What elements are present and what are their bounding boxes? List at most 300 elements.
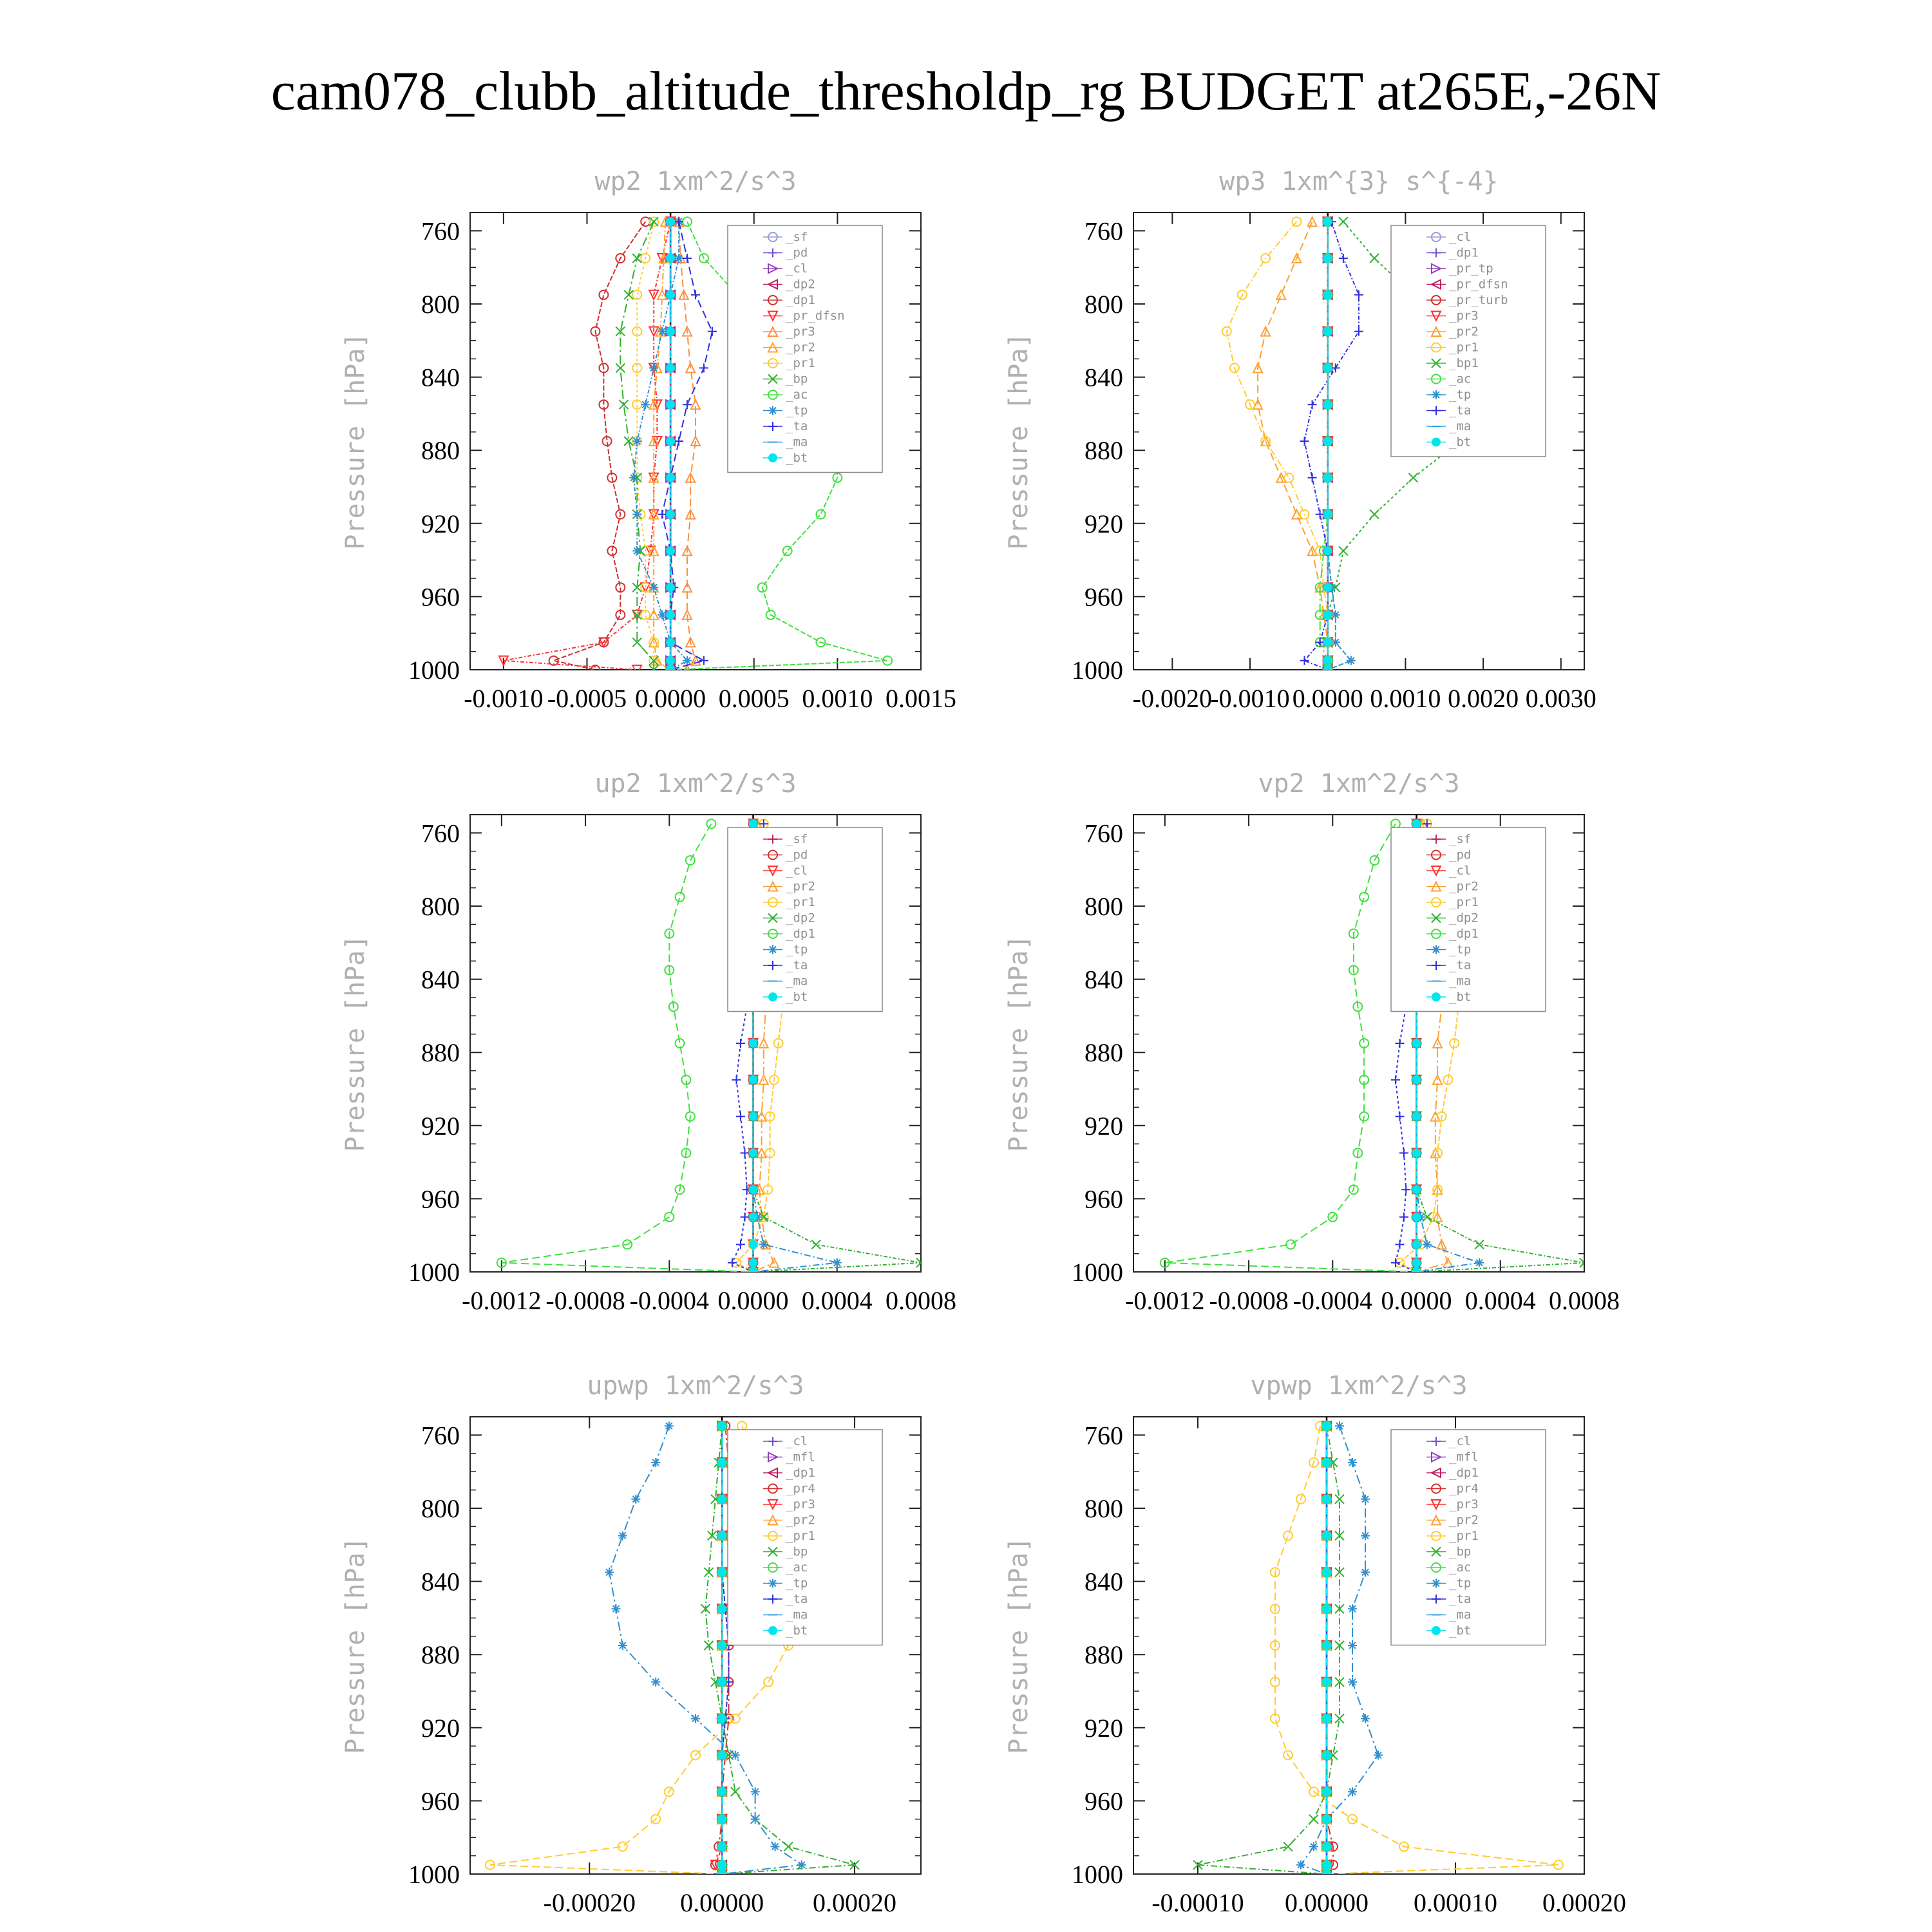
data-point <box>1296 1861 1305 1870</box>
data-point <box>1399 1148 1408 1157</box>
data-point <box>1322 1495 1331 1504</box>
legend-marker <box>1432 992 1441 1001</box>
data-point <box>708 327 717 336</box>
data-point <box>658 327 667 336</box>
legend-label: _bt <box>1449 435 1472 450</box>
data-point <box>731 1714 740 1723</box>
data-point <box>666 510 675 519</box>
x-tick-label: -0.00010 <box>1151 1888 1244 1917</box>
legend-label: _tp <box>1449 1576 1472 1591</box>
legend-label: _pr2 <box>1449 1513 1479 1528</box>
panel-wp3 <box>1004 167 1596 713</box>
data-point <box>1323 363 1332 372</box>
panel-upwp <box>341 1371 921 1917</box>
y-tick-label: 760 <box>421 819 460 848</box>
data-point <box>1309 1842 1318 1851</box>
data-point <box>717 1531 726 1540</box>
y-tick-label: 1000 <box>1072 1860 1123 1889</box>
data-point <box>741 1148 750 1157</box>
data-point <box>665 1421 674 1430</box>
data-point <box>783 546 792 555</box>
legend-label: _ta <box>786 958 808 972</box>
y-tick-label: 800 <box>1084 892 1123 921</box>
legend-marker <box>1432 390 1441 399</box>
data-point <box>1322 1567 1331 1577</box>
y-tick-label: 880 <box>421 1640 460 1670</box>
series-_dp1 <box>1160 819 1421 1276</box>
data-point <box>717 1714 726 1723</box>
x-tick-label: 0.00020 <box>813 1888 897 1917</box>
legend-label: _bt <box>786 1624 808 1638</box>
data-point <box>1323 473 1332 482</box>
data-point <box>1309 1815 1318 1824</box>
data-point <box>658 611 667 620</box>
x-tick-label: 0.00020 <box>1542 1888 1626 1917</box>
legend-label: _ta <box>1449 958 1472 972</box>
y-tick-label: 1000 <box>408 1258 460 1287</box>
legend-label: _dp1 <box>1449 927 1479 941</box>
data-point <box>732 1075 741 1084</box>
legend-label: _dp1 <box>1449 1466 1479 1480</box>
y-tick-label: 840 <box>421 1567 460 1596</box>
data-point <box>683 583 692 592</box>
legend-marker <box>768 1579 777 1588</box>
data-point <box>1322 1842 1331 1851</box>
legend-label: _pr1 <box>786 895 815 909</box>
legend-label: _pr4 <box>1449 1481 1479 1496</box>
data-point <box>717 1567 726 1577</box>
data-point <box>717 1678 726 1687</box>
legend-label: _ta <box>1449 1592 1472 1606</box>
data-point <box>771 1842 780 1851</box>
data-point <box>1412 1148 1421 1157</box>
data-point <box>728 1258 737 1267</box>
data-point <box>618 1641 627 1650</box>
data-point <box>674 437 683 446</box>
data-point <box>1323 546 1332 555</box>
series-line <box>634 222 687 670</box>
legend-label: _tp <box>786 403 808 418</box>
data-point <box>691 290 700 299</box>
legend-label: _pr_dfsn <box>1449 277 1508 292</box>
legend-label: _pr4 <box>786 1481 815 1496</box>
legend-label: _ac <box>1449 1560 1472 1575</box>
data-point <box>751 1815 760 1824</box>
data-point <box>749 1185 758 1194</box>
legend-label: _tp <box>1449 942 1472 957</box>
x-tick-label: 0.0000 <box>1292 684 1363 713</box>
y-axis-label: Pressure [hPa] <box>1004 1537 1034 1754</box>
y-tick-label: 800 <box>421 1494 460 1523</box>
data-point <box>632 510 641 519</box>
data-point <box>749 1267 758 1276</box>
data-point <box>641 217 650 226</box>
x-tick-label: -0.0004 <box>629 1286 709 1315</box>
data-point <box>1361 1531 1370 1540</box>
data-point <box>632 546 641 555</box>
x-tick-label: 0.0000 <box>635 684 706 713</box>
y-tick-label: 960 <box>1084 1786 1123 1816</box>
legend-label: _ma <box>786 435 808 450</box>
data-point <box>1374 1750 1383 1759</box>
panel-title: vpwp 1xm^2/s^3 <box>1250 1371 1468 1401</box>
data-point <box>1412 1258 1421 1267</box>
legend-label: _pd <box>1449 848 1472 862</box>
data-point <box>666 254 675 263</box>
data-point <box>1339 217 1348 226</box>
data-point <box>1322 1678 1331 1687</box>
data-point <box>749 819 758 828</box>
legend-label: _cl <box>786 261 808 276</box>
data-point <box>666 437 675 446</box>
data-point <box>1323 437 1332 446</box>
data-point <box>1348 1458 1357 1467</box>
data-point <box>736 1112 745 1121</box>
data-point <box>1322 1641 1331 1650</box>
legend-label: _ac <box>786 1560 808 1575</box>
data-point <box>1361 1567 1370 1577</box>
legend-label: _pr3 <box>786 325 815 339</box>
legend-label: _bp <box>1449 1544 1472 1559</box>
legend-label: _pr2 <box>1449 325 1479 339</box>
legend-label: _ma <box>1449 974 1472 989</box>
data-point <box>816 510 825 519</box>
data-point <box>666 665 675 674</box>
data-point <box>658 510 667 519</box>
data-point <box>749 1213 758 1222</box>
data-point <box>1323 400 1332 409</box>
x-tick-label: 0.0008 <box>886 1286 956 1315</box>
data-point <box>1292 217 1301 226</box>
y-tick-label: 920 <box>421 509 460 538</box>
data-point <box>666 217 675 226</box>
data-point <box>759 1240 768 1249</box>
y-tick-label: 840 <box>421 965 460 994</box>
legend-label: _ma <box>786 974 808 989</box>
data-point <box>666 363 675 372</box>
data-point <box>717 1421 726 1430</box>
y-tick-label: 760 <box>421 216 460 246</box>
legend-label: _pr1 <box>786 1529 815 1543</box>
legend-label: _pr_dfsn <box>786 308 845 323</box>
panel-title: wp3 1xm^{3} s^{-4} <box>1219 167 1499 196</box>
y-axis-label: Pressure [hPa] <box>341 1537 370 1754</box>
data-point <box>717 1815 726 1824</box>
data-point <box>749 1240 758 1249</box>
y-tick-label: 800 <box>421 290 460 319</box>
data-point <box>1308 400 1317 409</box>
data-point <box>641 400 650 409</box>
data-point <box>1300 437 1309 446</box>
legend-marker <box>768 406 777 415</box>
y-tick-label: 840 <box>1084 965 1123 994</box>
y-tick-label: 1000 <box>1072 1258 1123 1287</box>
y-tick-label: 880 <box>1084 1640 1123 1670</box>
data-point <box>1408 473 1417 482</box>
data-point <box>666 611 675 620</box>
data-point <box>1322 1750 1331 1759</box>
x-tick-label: 0.0010 <box>802 684 873 713</box>
x-tick-label: 0.0005 <box>718 684 790 713</box>
legend-label: _pr2 <box>786 1513 815 1528</box>
data-point <box>1335 1421 1344 1430</box>
data-point <box>1276 290 1285 299</box>
legend-label: _pr2 <box>1449 879 1479 894</box>
data-point <box>749 1148 758 1157</box>
data-point <box>1370 254 1379 263</box>
data-point <box>1423 1240 1432 1249</box>
data-point <box>731 1750 740 1759</box>
data-point <box>676 893 685 902</box>
legend-label: _pr1 <box>1449 1529 1479 1543</box>
y-tick-label: 960 <box>1084 582 1123 612</box>
legend-label: _pr3 <box>786 1497 815 1511</box>
data-point <box>1322 1714 1331 1723</box>
legend-label: _pr2 <box>786 879 815 894</box>
series-line <box>1198 1426 1340 1874</box>
series-_pr1 <box>1222 217 1332 674</box>
data-point <box>1284 473 1293 482</box>
y-tick-label: 760 <box>1084 819 1123 848</box>
data-point <box>1322 1531 1331 1540</box>
data-point <box>629 473 638 482</box>
y-tick-label: 760 <box>421 1421 460 1450</box>
x-tick-label: -0.0004 <box>1293 1286 1372 1315</box>
y-tick-label: 800 <box>1084 290 1123 319</box>
y-axis-label: Pressure [hPa] <box>341 934 370 1152</box>
legend-label: _pr_turb <box>1449 293 1508 307</box>
legend-label: _pr3 <box>1449 308 1479 323</box>
legend <box>728 1430 882 1645</box>
legend-label: _ac <box>786 388 808 402</box>
legend-label: _dp1 <box>1449 245 1479 260</box>
data-point <box>666 327 675 336</box>
legend-label: _cl <box>1449 864 1472 878</box>
data-point <box>1322 1815 1331 1824</box>
legend-label: _bt <box>786 990 808 1004</box>
data-point <box>1323 290 1332 299</box>
series-line <box>1165 824 1417 1272</box>
data-point <box>1348 1604 1357 1613</box>
data-point <box>1323 583 1332 592</box>
legend-label: _tp <box>1449 388 1472 402</box>
y-tick-label: 840 <box>421 363 460 392</box>
data-point <box>1323 665 1332 674</box>
x-tick-label: 0.0000 <box>1381 1286 1452 1315</box>
x-tick-label: 0.0015 <box>886 684 956 713</box>
x-tick-label: 0.00000 <box>1285 1888 1368 1917</box>
legend-label: _dp1 <box>786 1466 815 1480</box>
data-point <box>666 400 675 409</box>
legend-label: _pr1 <box>1449 340 1479 355</box>
legend-marker <box>1432 438 1441 447</box>
legend-label: _dp1 <box>786 293 815 307</box>
x-tick-label: -0.0010 <box>464 684 544 713</box>
legend-label: _pd <box>786 245 808 260</box>
data-point <box>649 611 658 620</box>
y-axis-label: Pressure [hPa] <box>1004 332 1034 550</box>
data-point <box>749 1075 758 1084</box>
data-point <box>632 254 641 263</box>
data-point <box>1348 1641 1357 1650</box>
data-point <box>1391 1258 1400 1267</box>
legend-label: _dp2 <box>786 277 815 292</box>
data-point <box>666 290 675 299</box>
legend-marker <box>768 992 777 1001</box>
data-point <box>1283 1531 1293 1540</box>
data-point <box>1399 1213 1408 1222</box>
x-tick-label: -0.0020 <box>1132 684 1213 713</box>
x-tick-label: 0.00000 <box>680 1888 764 1917</box>
legend-label: _dp2 <box>1449 911 1479 925</box>
series-line <box>502 824 753 1272</box>
data-point <box>651 1458 660 1467</box>
data-point <box>833 1258 842 1267</box>
legend-label: _pr1 <box>1449 895 1479 909</box>
legend-label: _dp2 <box>786 911 815 925</box>
data-point <box>717 1458 726 1467</box>
y-tick-label: 880 <box>1084 1038 1123 1068</box>
y-tick-label: 920 <box>421 1713 460 1743</box>
y-axis-label: Pressure [hPa] <box>1004 934 1034 1152</box>
data-point <box>1412 1267 1421 1276</box>
panel-title: wp2 1xm^2/s^3 <box>594 167 797 196</box>
data-point <box>1412 1112 1421 1121</box>
y-tick-label: 800 <box>1084 1494 1123 1523</box>
x-tick-label: 0.0008 <box>1549 1286 1620 1315</box>
y-tick-label: 800 <box>421 892 460 921</box>
series-_dp1 <box>497 819 758 1276</box>
legend-label: _ma <box>1449 1607 1472 1622</box>
data-point <box>717 1861 726 1870</box>
data-point <box>666 638 675 647</box>
legend-label: _pr2 <box>786 340 815 355</box>
panel-vpwp <box>1004 1371 1626 1917</box>
legend-marker <box>1432 945 1441 954</box>
panel-title: vp2 1xm^2/s^3 <box>1258 769 1460 799</box>
data-point <box>717 1842 726 1851</box>
data-point <box>1412 1213 1421 1222</box>
panel-title: upwp 1xm^2/s^3 <box>587 1371 804 1401</box>
legend-label: _cl <box>786 1434 808 1448</box>
data-point <box>1412 1075 1421 1084</box>
legend-label: _bp1 <box>1449 356 1479 370</box>
data-point <box>717 1787 726 1796</box>
legend-label: _sf <box>1449 832 1472 846</box>
x-tick-label: -0.0012 <box>1125 1286 1205 1315</box>
y-tick-label: 920 <box>1084 1713 1123 1743</box>
data-point <box>749 1039 758 1048</box>
y-tick-label: 840 <box>1084 363 1123 392</box>
data-point <box>624 290 633 299</box>
y-tick-label: 960 <box>421 582 460 612</box>
legend-label: _pr_tp <box>1449 261 1493 276</box>
y-tick-label: 960 <box>421 1786 460 1816</box>
data-point <box>1401 1185 1410 1194</box>
panel-up2 <box>341 769 956 1315</box>
data-point <box>611 1604 620 1613</box>
y-tick-label: 920 <box>421 1111 460 1141</box>
x-tick-label: -0.0008 <box>1209 1286 1289 1315</box>
data-point <box>741 1213 750 1222</box>
y-tick-label: 1000 <box>1072 656 1123 685</box>
legend-label: _ac <box>1449 372 1472 386</box>
data-point <box>599 290 608 299</box>
legend-label: _cl <box>1449 230 1472 244</box>
y-axis-label: Pressure [hPa] <box>341 332 370 550</box>
x-tick-label: 0.00010 <box>1414 1888 1497 1917</box>
data-point <box>717 1495 726 1504</box>
y-tick-label: 920 <box>1084 509 1123 538</box>
data-point <box>784 1842 793 1851</box>
data-point <box>1412 1185 1421 1194</box>
data-point <box>717 1870 726 1879</box>
data-point <box>717 1750 726 1759</box>
data-point <box>1323 510 1332 519</box>
data-point <box>1348 1787 1357 1796</box>
x-tick-label: 0.0004 <box>801 1286 873 1315</box>
data-point <box>736 1240 745 1249</box>
x-tick-label: 0.0000 <box>717 1286 789 1315</box>
data-point <box>605 1567 614 1577</box>
legend-label: _sf <box>786 230 808 244</box>
y-tick-label: 880 <box>421 1038 460 1068</box>
data-point <box>1391 1075 1400 1084</box>
data-point <box>1395 1039 1404 1048</box>
x-tick-label: 0.0010 <box>1370 684 1441 713</box>
data-point <box>1323 254 1332 263</box>
legend-marker <box>768 453 777 462</box>
data-point <box>1347 656 1356 665</box>
data-point <box>1322 1458 1331 1467</box>
data-point <box>691 1714 700 1723</box>
data-point <box>1322 1861 1331 1870</box>
legend <box>1391 1430 1546 1645</box>
data-point <box>649 583 658 592</box>
x-tick-label: 0.0030 <box>1525 684 1596 713</box>
legend-label: _ma <box>786 1607 808 1622</box>
y-tick-label: 840 <box>1084 1567 1123 1596</box>
legend-label: _ma <box>1449 419 1472 433</box>
data-point <box>1361 1495 1370 1504</box>
legend-label: _ta <box>786 419 808 433</box>
data-point <box>699 363 708 372</box>
legend-label: _mfl <box>786 1450 815 1464</box>
legend <box>1391 225 1546 457</box>
data-point <box>632 437 641 446</box>
y-tick-label: 920 <box>1084 1111 1123 1141</box>
legend-label: _pr1 <box>786 356 815 370</box>
legend-label: _tp <box>786 1576 808 1591</box>
data-point <box>666 656 675 665</box>
legend-label: _bp <box>786 372 808 386</box>
data-point <box>749 1258 758 1267</box>
x-tick-label: -0.00020 <box>543 1888 636 1917</box>
data-point <box>1331 611 1340 620</box>
legend-label: _bt <box>1449 990 1472 1004</box>
legend <box>728 225 882 473</box>
panel-title: up2 1xm^2/s^3 <box>594 769 797 799</box>
data-point <box>618 1531 627 1540</box>
data-point <box>1308 473 1317 482</box>
data-point <box>1286 1240 1295 1249</box>
x-tick-label: 0.0020 <box>1448 684 1519 713</box>
data-point <box>1412 819 1421 828</box>
y-tick-label: 760 <box>1084 1421 1123 1450</box>
data-point <box>1359 893 1368 902</box>
data-point <box>749 1112 758 1121</box>
legend-label: _ta <box>1449 403 1472 418</box>
